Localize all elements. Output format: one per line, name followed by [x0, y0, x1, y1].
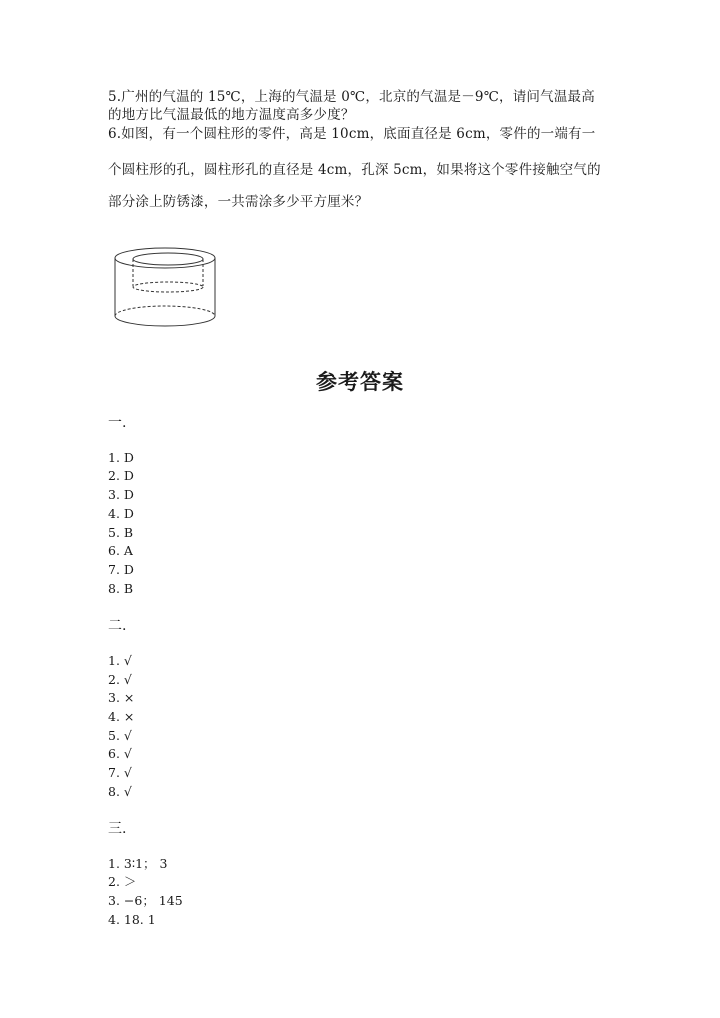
hole-bottom-ellipse — [133, 282, 203, 292]
section-2-answer: 2. √ — [108, 672, 132, 687]
question-5-line-1: 5.广州的气温的 15℃，上海的气温是 0℃，北京的气温是－9℃，请问气温最高 — [108, 89, 595, 105]
section-2-answer: 8. √ — [108, 784, 132, 799]
section-1-heading: 一. — [108, 415, 127, 431]
section-1-answer: 6. A — [108, 543, 133, 558]
outer-bottom-front — [115, 316, 215, 326]
section-1-answer: 8. B — [108, 581, 134, 596]
section-2-answer: 5. √ — [108, 728, 132, 743]
section-1-answer: 4. D — [108, 506, 134, 521]
section-1-answer: 1. D — [108, 450, 134, 465]
section-3-answer: 1. 3∶1； 3 — [108, 856, 168, 871]
cylinder-part-figure — [110, 242, 230, 332]
section-2-answer: 7. √ — [108, 765, 132, 780]
hole-top-ellipse — [133, 253, 203, 265]
section-1-answer: 3. D — [108, 487, 134, 502]
section-1-answer: 5. B — [108, 525, 134, 540]
section-3-answer: 3. −6； 145 — [108, 893, 183, 908]
section-3-answer: 4. 18. 1 — [108, 912, 156, 927]
question-6-line-2: 个圆柱形的孔，圆柱形孔的直径是 4cm，孔深 5cm，如果将这个零件接触空气的 — [108, 162, 601, 178]
answer-key-title: 参考答案 — [316, 370, 404, 394]
question-5-line-2: 的地方比气温最低的地方温度高多少度？ — [108, 107, 355, 123]
section-2-answer: 1. √ — [108, 653, 132, 668]
section-2-answer: 3. × — [108, 690, 135, 705]
section-3-heading: 三. — [108, 821, 127, 837]
section-3-answer: 2. ＞ — [108, 874, 137, 889]
section-2-answer: 6. √ — [108, 746, 132, 761]
question-6-line-1: 6.如图，有一个圆柱形的零件，高是 10cm，底面直径是 6cm，零件的一端有一 — [108, 126, 596, 142]
section-1-answer: 2. D — [108, 468, 134, 483]
question-6-line-3: 部分涂上防锈漆，一共需涂多少平方厘米？ — [108, 194, 369, 210]
section-2-heading: 二. — [108, 618, 127, 634]
section-1-answer: 7. D — [108, 562, 134, 577]
section-2-answer: 4. × — [108, 709, 135, 724]
outer-bottom-back — [115, 306, 215, 316]
